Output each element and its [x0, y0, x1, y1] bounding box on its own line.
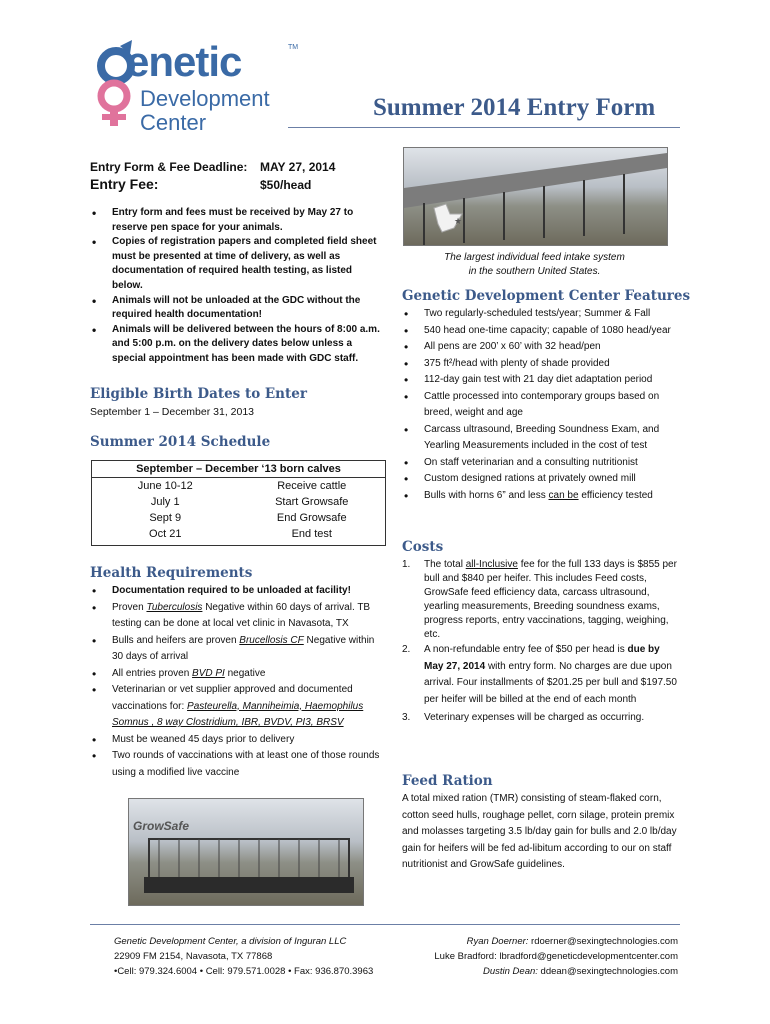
footer-contact: Luke Bradford: lbradford@geneticdevelopmentcenter.com [434, 951, 678, 962]
list-item: • Bulls and heifers are proven Brucellosis CF Negative within 30 days of arrival [90, 633, 386, 666]
list-item: • On staff veterinarian and a consulting nutritionist [402, 455, 678, 472]
list-item: • All entries proven BVD PI negative [90, 666, 386, 683]
list-item: • Custom designed rations at privately owned mill [402, 471, 678, 488]
schedule-date: Sept 9 [149, 512, 182, 524]
footer-phones: •Cell: 979.324.6004 • Cell: 979.571.0028 • Fax: 936.870.3963 [114, 966, 374, 977]
costs-heading: Costs [402, 539, 444, 555]
list-item: • Carcass ultrasound, Breeding Soundness Exam, and Yearling Measurements included in the cost of test [402, 422, 678, 455]
list-item: • Must be weaned 45 days prior to delivery [90, 732, 386, 749]
footer-rule [90, 924, 680, 925]
logo-center: Center [140, 110, 207, 135]
svg-text:★: ★ [454, 217, 463, 227]
logo-word-genetic: enetic [126, 38, 242, 85]
list-item: • Entry form and fees must be received by May 27 to reserve pen space for your animals. [90, 206, 380, 235]
list-item: 2. A non-refundable entry fee of $50 per head is due by May 27, 2014 with entry form. No charges are due upon arrival. Four installments of $201.25 per bull and $197.50 per heifer will be billed at the end of each month [402, 644, 677, 705]
schedule-event: End test [291, 528, 332, 540]
schedule-event: End Growsafe [276, 512, 347, 524]
page-title: Summer 2014 Entry Form [373, 94, 656, 121]
feed-facility-photo [403, 147, 668, 246]
facility-illustration [404, 148, 667, 245]
health-list [90, 583, 386, 781]
eligible-heading: Eligible Birth Dates to Enter [90, 386, 307, 402]
list-item: • Two regularly-scheduled tests/year; Summer & Fall [402, 306, 678, 323]
feed-heading: Feed Ration [402, 773, 493, 789]
feed-text: A total mixed ration (TMR) consisting of steam-flaked corn, cotton seed hulls, roughage pellet, corn silage, protein premix and molasses targeting 3.5 lb/day gain for bulls and 2.0 lb/day gain for heifers will be fed ad-libitum according to our on staff nutritionist and GrowSafe guidelines. [402, 793, 677, 870]
features-heading: Genetic Development Center Features [402, 288, 691, 304]
logo-trademark: TM [288, 44, 299, 51]
schedule-event: Receive cattle [277, 480, 347, 492]
schedule-date: July 1 [150, 496, 180, 508]
eligible-range: September 1 – December 31, 2013 [90, 406, 255, 418]
deadline-label: Entry Form & Fee Deadline: [90, 160, 248, 174]
footer-contact: Dustin Dean: ddean@sexingtechnologies.com [482, 966, 678, 977]
list-item: 1. The total all-Inclusive fee for the full 133 days is $855 per bull and $840 per heifer. This includes Feed costs, GrowSafe feed efficiency data, carcass ultrasound, yearling measurements, Breeding soundness exams, progress reports, entry vaccinations, tagging, weighing, etc. [402, 559, 677, 640]
logo-development: Development [140, 86, 270, 111]
growsafe-watermark: GrowSafe [133, 819, 190, 833]
list-item: • 540 head one-time capacity; capable of 1080 head/year [402, 323, 678, 340]
photo-caption: The largest individual feed intake system in the southern United States. [444, 252, 625, 277]
growsafe-feeder-photo [128, 798, 364, 906]
list-item: 3. Veterinary expenses will be charged as occurring. [402, 712, 645, 723]
schedule-event: Start Growsafe [275, 496, 349, 508]
list-item: • 112-day gain test with 21 day diet adaptation period [402, 372, 678, 389]
table-row [92, 510, 385, 526]
schedule-heading: Summer 2014 Schedule [90, 434, 271, 450]
health-heading: Health Requirements [90, 565, 253, 581]
deadline-value: MAY 27, 2014 [260, 160, 336, 174]
list-item: • Animals will not be unloaded at the GDC without the required health documentation! [90, 294, 380, 323]
rules-list [90, 206, 380, 367]
costs-list [402, 558, 678, 725]
footer-right [380, 934, 678, 979]
schedule-table [92, 461, 385, 542]
fee-value: $50/head [260, 178, 312, 192]
fee-label: Entry Fee: [90, 176, 159, 192]
table-row [92, 494, 385, 510]
title-rule [288, 127, 680, 128]
list-item: • Copies of registration papers and completed field sheet must be presented at time of delivery, as well as documentation of required health testing, as listed below. [90, 235, 380, 293]
footer-address: 22909 FM 2154, Navasota, TX 77868 [114, 951, 273, 962]
schedule-date: June 10-12 [137, 480, 193, 492]
schedule-table-box [91, 460, 386, 546]
list-item: • Cattle processed into contemporary groups based on breed, weight and age [402, 389, 678, 422]
schedule-date: Oct 21 [149, 528, 182, 540]
features-list [402, 306, 678, 504]
footer-company: Genetic Development Center, a division of Inguran LLC [114, 936, 347, 947]
list-item: • Two rounds of vaccinations with at least one of those rounds using a modified live vaccine [90, 748, 386, 781]
list-item: • Veterinarian or vet supplier approved and documented vaccinations for: Pasteurella, Manniheimia, Haemophilus Somnus , 8 way Clostridium, IBR, BVDV, PI3, BRSV [90, 682, 386, 732]
footer-left [114, 934, 414, 979]
list-item: • Documentation required to be unloaded at facility! [90, 583, 386, 600]
table-row [92, 478, 385, 495]
list-item: • All pens are 200’ x 60’ with 32 head/pen [402, 339, 678, 356]
list-item: • Proven Tuberculosis Negative within 60 days of arrival. TB testing can be done at local vet clinic in Navasota, TX [90, 600, 386, 633]
logo [90, 40, 300, 135]
schedule-table-header: September – December ‘13 born calves [92, 461, 385, 478]
list-item: • 375 ft²/head with plenty of shade provided [402, 356, 678, 373]
list-item: • Animals will be delivered between the hours of 8:00 a.m. and 5:00 p.m. on the delivery dates below unless a special appointment has been made with GDC staff. [90, 323, 380, 367]
feeder-illustration [129, 799, 363, 905]
list-item: • Bulls with horns 6” and less can be efficiency tested [402, 488, 678, 505]
table-row [92, 526, 385, 542]
footer-contact: Ryan Doerner: rdoerner@sexingtechnologies.com [466, 936, 678, 947]
